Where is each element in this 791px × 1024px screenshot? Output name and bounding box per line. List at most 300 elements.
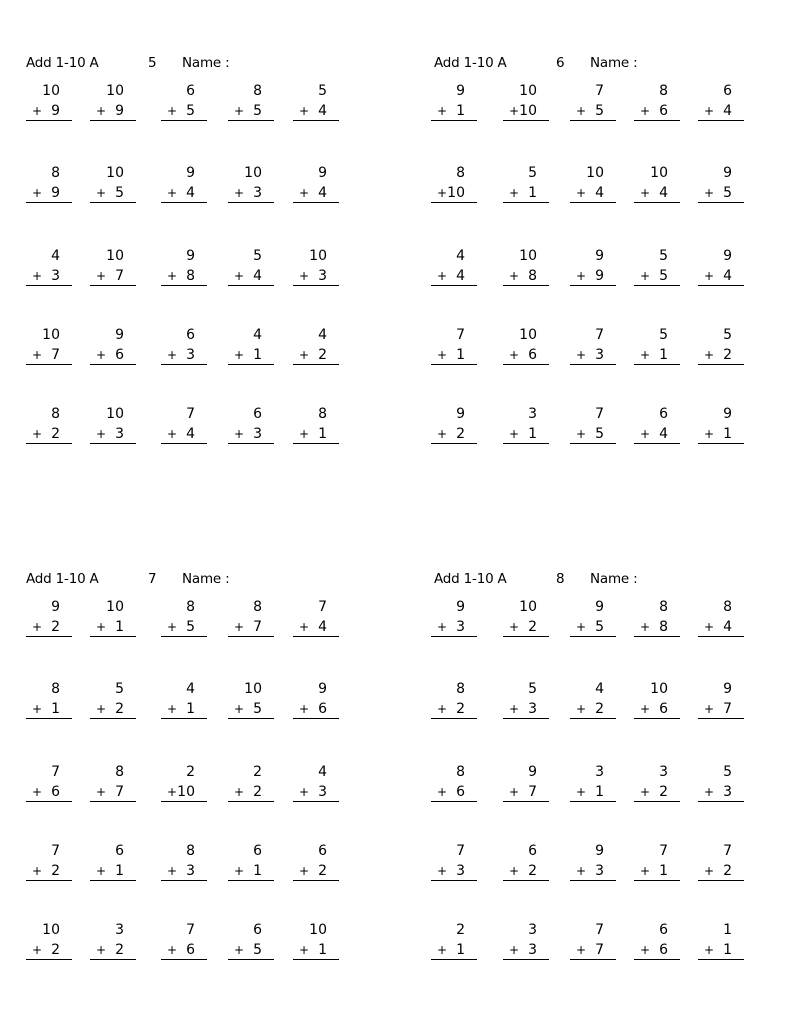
addition-problem [90,165,136,209]
answer-line[interactable] [26,202,72,203]
answer-line[interactable] [26,636,72,637]
answer-line[interactable] [698,285,744,286]
addition-problem [161,764,207,808]
plus-sign: + [576,186,587,200]
plus-sign: + [704,785,715,799]
plus-sign: + [234,186,245,200]
addend-top: 8 [659,599,668,615]
addend-bottom: 4 [253,268,262,284]
answer-line[interactable] [293,880,339,881]
addition-problem [228,681,274,725]
addend-bottom: 1 [456,347,465,363]
addition-problem [698,599,744,643]
addition-problem [161,327,207,371]
addition-problem [698,843,744,887]
addend-top: 5 [723,764,732,780]
answer-line[interactable] [698,959,744,960]
addend-bottom: 7 [51,347,60,363]
plus-sign: + [96,864,107,878]
addend-top: 7 [723,843,732,859]
addend-bottom: 1 [115,863,124,879]
answer-line[interactable] [698,202,744,203]
addend-top: 10 [106,599,124,615]
plus-sign: + [167,427,178,441]
addend-bottom: 4 [659,426,668,442]
addend-top: 4 [318,327,327,343]
addend-bottom: 3 [456,619,465,635]
answer-line[interactable] [503,801,549,802]
addend-bottom: 6 [51,784,60,800]
addition-problem [431,843,477,887]
addition-problem [90,922,136,966]
answer-line[interactable] [90,959,136,960]
answer-line[interactable] [570,120,616,121]
answer-line[interactable] [161,120,207,121]
addition-problem [570,843,616,887]
addend-bottom: 8 [528,268,537,284]
plus-sign: + [509,186,520,200]
addend-bottom: 1 [186,701,195,717]
addition-problem [634,599,680,643]
plus-sign: + [299,186,310,200]
addend-bottom: 2 [318,863,327,879]
plus-sign: + [509,702,520,716]
addend-bottom: 2 [723,863,732,879]
worksheet-number: 8 [556,571,565,587]
plus-sign: + [704,620,715,634]
plus-sign: + [640,943,651,957]
addend-bottom: 7 [115,784,124,800]
plus-sign: + [299,427,310,441]
plus-sign: + [32,864,43,878]
addend-top: 3 [115,922,124,938]
addition-problem [431,165,477,209]
addition-problem [228,843,274,887]
addend-bottom: 1 [115,619,124,635]
addend-top: 10 [586,165,604,181]
answer-line[interactable] [90,285,136,286]
addend-bottom: 2 [115,942,124,958]
addend-bottom: 3 [595,863,604,879]
plus-sign: + [640,427,651,441]
addition-problem [570,406,616,450]
plus-sign: + [167,620,178,634]
answer-line[interactable] [161,880,207,881]
answer-line[interactable] [431,364,477,365]
answer-line[interactable] [26,364,72,365]
addend-top: 8 [456,764,465,780]
answer-line[interactable] [431,636,477,637]
plus-sign: + [576,348,587,362]
addition-problem [431,764,477,808]
addend-top: 8 [456,681,465,697]
worksheet-3 [26,571,366,971]
addend-bottom: 2 [528,619,537,635]
addition-problem [634,681,680,725]
answer-line[interactable] [228,880,274,881]
addend-bottom: 6 [659,103,668,119]
answer-line[interactable] [228,202,274,203]
addend-top: 10 [309,922,327,938]
addend-top: 10 [519,248,537,264]
addend-top: 9 [456,599,465,615]
answer-line[interactable] [431,959,477,960]
answer-line[interactable] [634,880,680,881]
addend-bottom: 5 [659,268,668,284]
addend-top: 5 [318,83,327,99]
plus-sign: + [437,104,448,118]
addition-problem [26,83,72,127]
answer-line[interactable] [503,202,549,203]
answer-line[interactable] [228,636,274,637]
worksheet-title: Add 1-10 A [26,571,99,587]
answer-line[interactable] [634,285,680,286]
plus-sign: + [640,269,651,283]
answer-line[interactable] [431,880,477,881]
answer-line[interactable] [90,202,136,203]
answer-line[interactable] [161,202,207,203]
answer-line[interactable] [698,443,744,444]
answer-line[interactable] [90,636,136,637]
addition-problem [503,764,549,808]
answer-line[interactable] [503,364,549,365]
addition-problem [90,681,136,725]
answer-line[interactable] [570,443,616,444]
answer-line[interactable] [293,285,339,286]
answer-line[interactable] [503,718,549,719]
plus-sign: + [704,269,715,283]
worksheet-1 [26,55,366,455]
addition-problem [431,922,477,966]
answer-line[interactable] [503,285,549,286]
worksheet-title: Add 1-10 A [26,55,99,71]
addend-bottom: 9 [51,185,60,201]
answer-line[interactable] [161,636,207,637]
answer-line[interactable] [293,364,339,365]
worksheet-number: 6 [556,55,565,71]
plus-sign: + [437,348,448,362]
answer-line[interactable] [26,801,72,802]
addition-problem [570,764,616,808]
plus-sign: + [96,620,107,634]
answer-line[interactable] [293,959,339,960]
addend-top: 9 [723,406,732,422]
addend-bottom: 1 [723,426,732,442]
addition-problem [228,764,274,808]
answer-line[interactable] [503,959,549,960]
addend-bottom: 2 [51,619,60,635]
addend-bottom: 1 [253,347,262,363]
answer-line[interactable] [570,959,616,960]
answer-line[interactable] [634,959,680,960]
plus-sign: + [32,104,43,118]
plus-sign: + [32,702,43,716]
plus-sign: + [576,702,587,716]
addend-bottom: 10 [447,185,465,201]
answer-line[interactable] [228,443,274,444]
answer-line[interactable] [431,120,477,121]
addend-top: 10 [42,922,60,938]
addend-bottom: 2 [51,942,60,958]
plus-sign: + [234,943,245,957]
plus-sign: + [32,620,43,634]
answer-line[interactable] [431,801,477,802]
addend-bottom: 3 [723,784,732,800]
name-label: Name : [590,55,638,71]
answer-line[interactable] [228,285,274,286]
addend-top: 3 [528,922,537,938]
addend-bottom: 5 [253,942,262,958]
answer-line[interactable] [634,718,680,719]
addend-top: 10 [106,406,124,422]
addend-top: 1 [723,922,732,938]
answer-line[interactable] [228,120,274,121]
answer-line[interactable] [503,120,549,121]
answer-line[interactable] [228,718,274,719]
addend-bottom: 1 [659,347,668,363]
addition-problem [570,922,616,966]
plus-sign: + [96,186,107,200]
answer-line[interactable] [26,120,72,121]
addition-problem [26,681,72,725]
answer-line[interactable] [634,202,680,203]
addend-top: 7 [595,327,604,343]
answer-line[interactable] [431,285,477,286]
addition-problem [293,599,339,643]
addend-top: 8 [186,843,195,859]
answer-line[interactable] [634,364,680,365]
answer-line[interactable] [161,285,207,286]
worksheet-title: Add 1-10 A [434,571,507,587]
answer-line[interactable] [26,959,72,960]
addend-top: 7 [318,599,327,615]
answer-line[interactable] [570,801,616,802]
plus-sign: + [640,620,651,634]
addition-problem [293,922,339,966]
plus-sign: + [509,348,520,362]
addend-top: 7 [186,406,195,422]
answer-line[interactable] [293,443,339,444]
addend-top: 9 [186,248,195,264]
addition-problem [161,165,207,209]
addition-problem [570,599,616,643]
addition-problem [293,327,339,371]
addend-top: 6 [659,406,668,422]
worksheet-2 [434,55,774,455]
addition-problem [503,327,549,371]
addend-top: 10 [244,165,262,181]
addition-problem [228,406,274,450]
addition-problem [293,248,339,292]
plus-sign: + [576,104,587,118]
answer-line[interactable] [26,880,72,881]
addend-top: 4 [253,327,262,343]
addend-bottom: 4 [186,185,195,201]
answer-line[interactable] [161,443,207,444]
answer-line[interactable] [503,636,549,637]
addition-problem [503,406,549,450]
addend-bottom: 3 [528,701,537,717]
addend-bottom: 5 [595,619,604,635]
addend-top: 4 [595,681,604,697]
answer-line[interactable] [698,120,744,121]
plus-sign: + [32,943,43,957]
addend-top: 8 [51,406,60,422]
addend-top: 5 [115,681,124,697]
addend-top: 10 [106,165,124,181]
answer-line[interactable] [503,443,549,444]
addend-bottom: 5 [115,185,124,201]
answer-line[interactable] [293,801,339,802]
answer-line[interactable] [698,801,744,802]
plus-sign: + [437,702,448,716]
answer-line[interactable] [90,880,136,881]
addend-bottom: 6 [528,347,537,363]
plus-sign: + [234,348,245,362]
addend-top: 7 [595,83,604,99]
answer-line[interactable] [26,718,72,719]
answer-line[interactable] [228,959,274,960]
addend-top: 8 [318,406,327,422]
answer-line[interactable] [431,443,477,444]
answer-line[interactable] [570,202,616,203]
name-label: Name : [182,55,230,71]
addition-problem [293,406,339,450]
addend-bottom: 2 [51,863,60,879]
answer-line[interactable] [698,636,744,637]
plus-sign: + [437,943,448,957]
addition-problem [161,406,207,450]
answer-line[interactable] [228,364,274,365]
answer-line[interactable] [26,443,72,444]
addend-bottom: 3 [318,784,327,800]
answer-line[interactable] [570,636,616,637]
addend-top: 10 [650,165,668,181]
addition-problem [90,248,136,292]
addend-top: 10 [106,83,124,99]
addend-bottom: 1 [318,426,327,442]
answer-line[interactable] [293,202,339,203]
addend-top: 7 [186,922,195,938]
addend-bottom: 1 [318,942,327,958]
plus-sign: + [299,785,310,799]
answer-line[interactable] [26,285,72,286]
answer-line[interactable] [698,364,744,365]
answer-line[interactable] [90,718,136,719]
addend-top: 10 [650,681,668,697]
answer-line[interactable] [570,880,616,881]
addend-top: 6 [528,843,537,859]
addition-problem [26,922,72,966]
addend-top: 9 [456,406,465,422]
plus-sign: + [96,104,107,118]
addend-bottom: 1 [456,103,465,119]
answer-line[interactable] [90,801,136,802]
addend-bottom: 3 [528,942,537,958]
plus-sign: + [32,785,43,799]
answer-line[interactable] [634,120,680,121]
plus-sign: + [509,943,520,957]
addend-bottom: 4 [456,268,465,284]
addend-top: 9 [186,165,195,181]
plus-sign: + [576,785,587,799]
addition-problem [293,165,339,209]
answer-line[interactable] [570,718,616,719]
addition-problem [90,327,136,371]
answer-line[interactable] [90,364,136,365]
addend-bottom: 3 [456,863,465,879]
answer-line[interactable] [161,364,207,365]
answer-line[interactable] [570,285,616,286]
addend-top: 4 [456,248,465,264]
answer-line[interactable] [503,880,549,881]
answer-line[interactable] [90,443,136,444]
addition-problem [634,248,680,292]
plus-sign: + [509,620,520,634]
answer-line[interactable] [634,636,680,637]
answer-line[interactable] [161,718,207,719]
answer-line[interactable] [90,120,136,121]
answer-line[interactable] [431,202,477,203]
answer-line[interactable] [293,636,339,637]
addend-bottom: 3 [253,426,262,442]
answer-line[interactable] [228,801,274,802]
plus-sign: + [167,186,178,200]
plus-sign: + [704,104,715,118]
plus-sign: + [96,785,107,799]
answer-line[interactable] [431,718,477,719]
addend-bottom: 3 [595,347,604,363]
answer-line[interactable] [634,801,680,802]
worksheet-number: 7 [148,571,157,587]
addend-bottom: 4 [186,426,195,442]
answer-line[interactable] [698,718,744,719]
plus-sign: + [509,104,520,118]
addition-problem [26,248,72,292]
addition-problem [90,599,136,643]
answer-line[interactable] [161,959,207,960]
answer-line[interactable] [634,443,680,444]
plus-sign: + [299,348,310,362]
addend-top: 7 [456,327,465,343]
addend-bottom: 3 [186,347,195,363]
plus-sign: + [640,348,651,362]
addend-top: 10 [519,83,537,99]
addend-top: 9 [595,599,604,615]
answer-line[interactable] [293,718,339,719]
addition-problem [228,327,274,371]
answer-line[interactable] [698,880,744,881]
addition-problem [161,681,207,725]
answer-line[interactable] [570,364,616,365]
plus-sign: + [437,186,448,200]
addend-top: 10 [42,327,60,343]
addition-problem [90,843,136,887]
addend-bottom: 4 [723,619,732,635]
addend-top: 6 [659,922,668,938]
answer-line[interactable] [161,801,207,802]
addend-top: 10 [106,248,124,264]
addition-problem [161,83,207,127]
addition-problem [293,843,339,887]
addition-problem [26,599,72,643]
plus-sign: + [437,864,448,878]
addend-top: 6 [115,843,124,859]
addend-bottom: 9 [595,268,604,284]
answer-line[interactable] [293,120,339,121]
plus-sign: + [640,186,651,200]
addend-top: 6 [253,843,262,859]
